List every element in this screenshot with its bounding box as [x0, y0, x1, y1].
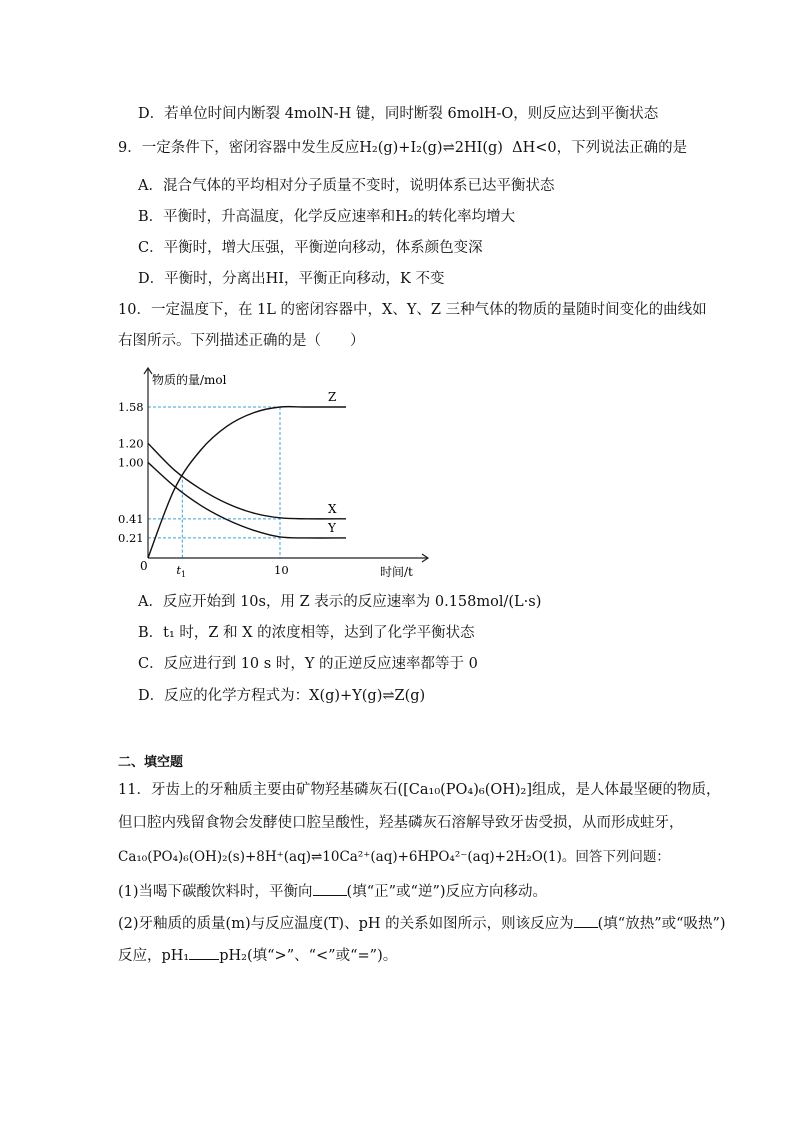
q10-option-d: D．反应的化学方程式为：X(g)+Y(g)⇌Z(g)	[138, 688, 426, 704]
x-tick-label: 10	[274, 563, 289, 577]
q11-part3-a: 反应，pH₁	[118, 948, 190, 964]
curve-y	[148, 462, 346, 538]
q10-option-c: C．反应进行到 10 s 时，Y 的正逆反应速率都等于 0	[138, 656, 478, 672]
q9-option-b: B．平衡时，升高温度，化学反应速率和H₂的转化率均增大	[138, 209, 516, 225]
y-tick-label: 1.20	[118, 436, 144, 451]
q11-equation: Ca₁₀(PO₄)₆(OH)₂(s)+8H⁺(aq)⇌10Ca²⁺(aq)+6HPO₄²⁻(aq)+2H₂O(1)。回答下列问题：	[118, 849, 670, 865]
q9-option-a: A．混合气体的平均相对分子质量不变时，说明体系已达平衡状态	[138, 178, 555, 194]
q8-option-d: D．若单位时间内断裂 4molN-H 键，同时断裂 6molH-O，则反应达到平衡状态	[138, 106, 659, 122]
y-axis-label: 物质的量/mol	[152, 373, 227, 387]
q9-option-c: C．平衡时，增大压强，平衡逆向移动，体系颜色变深	[138, 240, 483, 256]
q10-stem-line1: 10．一定温度下，在 1L 的密闭容器中，X、Y、Z 三种气体的物质的量随时间变化的曲线如	[118, 302, 707, 318]
q11-part1-b: (填“正”或“逆”)反应方向移动。	[346, 884, 548, 900]
section-title: 二、填空题	[118, 755, 184, 770]
y-tick-label: 0.21	[118, 530, 144, 545]
x-axis-label: 时间/t	[380, 565, 413, 579]
q9-stem	[118, 138, 687, 158]
q11-part2-a: (2)牙釉质的质量(m)与反应温度(T)、pH 的关系如图所示，则该反应为	[118, 916, 574, 932]
q11-part2-b: (填“放热”或“吸热”)	[597, 916, 726, 932]
y-tick-label: 0.41	[118, 511, 144, 526]
curve-x	[148, 443, 346, 519]
q10-option-b: B．t₁ 时，Z 和 X 的浓度相等，达到了化学平衡状态	[138, 625, 475, 641]
answer-blank-3[interactable]	[189, 945, 219, 960]
y-tick-label: 1.58	[118, 400, 144, 414]
series-label-z: Z	[328, 390, 337, 404]
y-tick-label: 1.00	[118, 455, 144, 470]
q9-reaction: H₂(g)+I₂(g)⇌2HI(g)	[359, 140, 503, 156]
series-label-y: Y	[328, 520, 336, 535]
q9-stem-b: ，下列说法正确的是	[556, 140, 688, 156]
q11-part3	[118, 945, 397, 966]
q11-stem-line1: 11．牙齿上的牙釉质主要由矿物羟基磷灰石([Ca₁₀(PO₄)₆(OH)₂]组成，是人体最坚硬的物质，	[118, 782, 721, 798]
curves	[148, 390, 346, 558]
x-tick-label: $t_1$	[176, 563, 187, 579]
answer-blank-1[interactable]	[313, 881, 347, 896]
q9-stem-a: 9．一定条件下，密闭容器中发生反应	[118, 140, 360, 156]
q10-stem-line2: 右图所示。下列描述正确的是（ ）	[118, 333, 365, 349]
q10-option-a: A．反应开始到 10s，用 Z 表示的反应速率为 0.158mol/(L·s)	[138, 594, 542, 610]
series-label-x: X	[328, 501, 337, 516]
q9-option-d: D．平衡时，分离出HI，平衡正向移动，K 不变	[138, 271, 445, 287]
curve-z	[148, 407, 346, 558]
amount-time-chart	[118, 358, 438, 580]
q9-dh: ΔH<0	[512, 140, 557, 156]
answer-blank-2[interactable]	[574, 913, 598, 928]
q11-part3-b: pH₂(填“>”、“<”或“=”)。	[219, 948, 398, 964]
guide-lines	[148, 407, 280, 558]
q11-part1	[118, 881, 547, 902]
axes	[144, 368, 428, 562]
origin-label: 0	[140, 559, 148, 573]
tick-labels	[118, 400, 289, 579]
q11-stem-line2: 但口腔内残留食物会发酵使口腔呈酸性，羟基磷灰石溶解导致牙齿受损，从而形成蛀牙，	[118, 815, 684, 831]
q11-part2	[118, 913, 726, 934]
q11-part1-a: (1)当喝下碳酸饮料时，平衡向	[118, 884, 313, 900]
